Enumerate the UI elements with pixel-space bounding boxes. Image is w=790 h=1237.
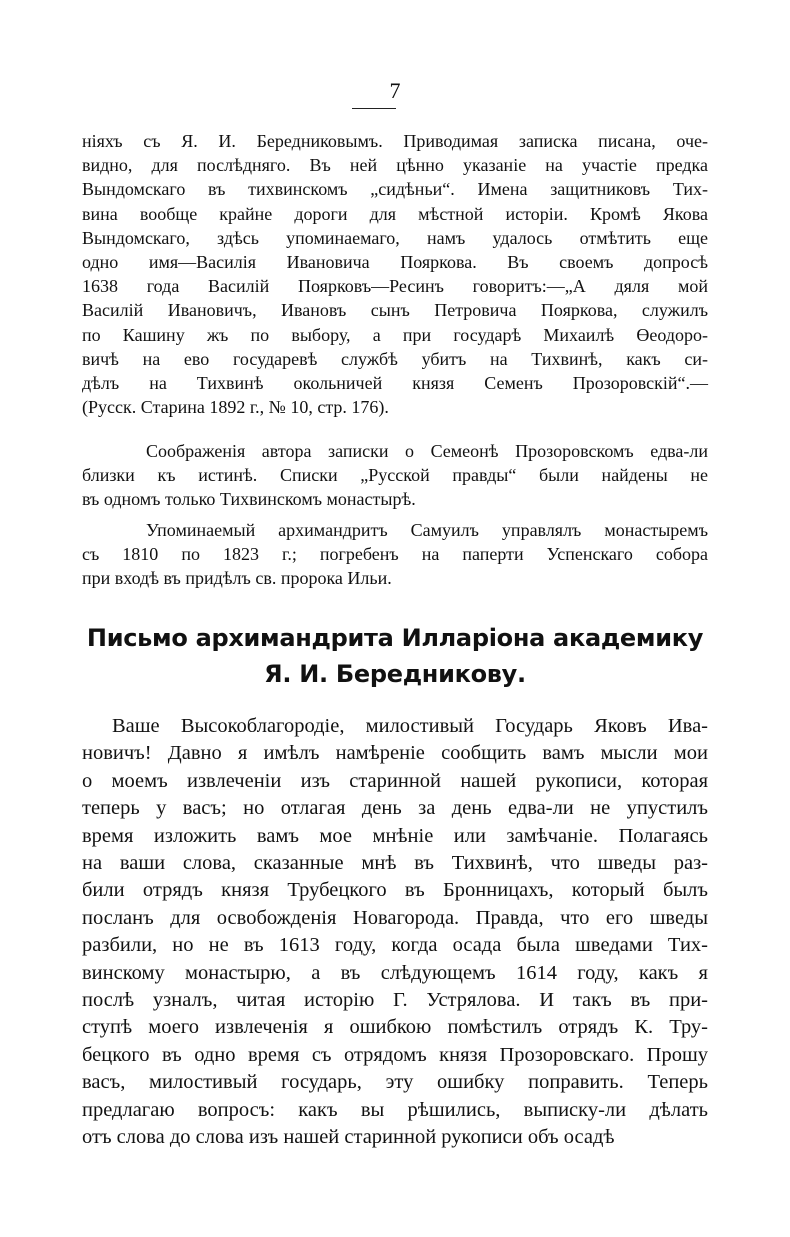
para3-line: Упоминаемый архимандритъ Самуилъ управлялъ монастыремъ: [146, 520, 708, 540]
para1-line: одно имя—Василія Ивановича Пояркова. Въ своемъ допросѣ: [82, 252, 708, 273]
letter-line: васъ, милостивый государь, эту ошибку поправить. Теперь: [82, 1071, 708, 1094]
para1-line: Вындомскаго, здѣсь упоминаемаго, намъ удалось отмѣтить еще: [82, 227, 708, 248]
heading-line: Я. И. Бередникову.: [264, 660, 526, 688]
letter-line: били отрядъ князя Трубецкого въ Бронницахъ, который былъ: [82, 879, 708, 902]
heading-line: Письмо архимандрита Илларіона академику: [86, 624, 704, 652]
letter-line: ступѣ моего извлеченія я ошибкою помѣстилъ отрядъ К. Тру-: [82, 1016, 708, 1039]
letter-line: Ваше Высокоблагородіе, милостивый Государь Яковъ Ива-: [112, 715, 708, 737]
para1-line: видно, для послѣдняго. Въ ней цѣнно указаніе на участіе предка: [82, 155, 708, 176]
para2-line: въ одномъ только Тихвинскомъ монастырѣ.: [82, 489, 416, 510]
letter-line: новичъ! Давно я имѣлъ намѣреніе сообщить вамъ мысли мои: [82, 742, 708, 765]
page-number-rule: [352, 108, 396, 109]
letter-line: о моемъ извлеченіи изъ старинной нашей рукописи, которая: [82, 769, 708, 792]
para1-line: дѣлъ на Тихвинѣ окольничей князя Семенъ Прозоровскій“.—: [82, 373, 708, 394]
letter-line: винскому монастырю, а въ слѣдующемъ 1614 году, какъ я: [82, 961, 708, 984]
letter-line: на ваши слова, сказанные мнѣ въ Тихвинѣ, что шведы раз-: [82, 852, 708, 875]
para1-line: вина вообще крайне дороги для мѣстной исторіи. Кромѣ Якова: [82, 203, 708, 224]
para1-line: вичѣ на ево государевѣ службѣ убитъ на Тихвинѣ, какъ си-: [82, 348, 708, 369]
para1-line: ніяхъ съ Я. И. Бередниковымъ. Приводимая записка писана, оче-: [82, 131, 708, 151]
letter-line: бецкого въ одно время съ отрядомъ князя Прозоровскаго. Прошу: [82, 1043, 708, 1066]
para2-line: близки къ истинѣ. Списки „Русской правды“ были найдены не: [82, 465, 708, 486]
para2-line: Соображенія автора записки о Семеонѣ Прозоровскомъ едва-ли: [146, 441, 708, 461]
letter-line: послѣ узналъ, читая исторію Г. Устрялова. И такъ въ при-: [82, 989, 708, 1012]
letter-line: предлагаю вопросъ: какъ вы рѣшились, выписку-ли дѣлать: [82, 1098, 708, 1121]
para3-line: при входѣ въ придѣлъ св. пророка Ильи.: [82, 568, 392, 589]
paragraph-notes-2: [82, 439, 708, 512]
para3-line: съ 1810 по 1823 г.; погребенъ на паперти Успенскаго собора: [82, 544, 708, 565]
letter-line: разбили, но не въ 1613 году, когда осада была шведами Тих-: [82, 934, 708, 957]
para1-line: (Русск. Старина 1892 г., № 10, стр. 176).: [82, 397, 389, 418]
letter-body: [82, 713, 708, 1152]
paragraph-notes-3: [82, 518, 708, 591]
para1-line: Василій Ивановичъ, Ивановъ сынъ Петровича Пояркова, служилъ: [82, 300, 708, 321]
paragraph-notes-1: [82, 129, 708, 419]
para1-line: по Кашину жъ по выбору, а при государѣ Михаилѣ Өеодоро-: [82, 324, 708, 345]
para1-line: Вындомскаго въ тихвинскомъ „сидѣньи“. Имена защитниковъ Тих-: [82, 179, 708, 200]
para1-line: 1638 года Василій Поярковъ—Ресинъ говоритъ:—„А дяля мой: [82, 276, 708, 297]
page-number: 7: [389, 78, 401, 103]
letter-heading: [0, 620, 790, 692]
letter-line: посланъ для освобожденія Новагорода. Правда, что его шведы: [82, 906, 708, 929]
letter-line: теперь у васъ; но отлагая день за день едва-ли не упустилъ: [82, 797, 708, 820]
letter-line: время изложить вамъ мое мнѣніе или замѣчаніе. Полагаясь: [82, 824, 708, 847]
letter-line: отъ слова до слова изъ нашей старинной рукописи объ осадѣ: [82, 1126, 615, 1149]
